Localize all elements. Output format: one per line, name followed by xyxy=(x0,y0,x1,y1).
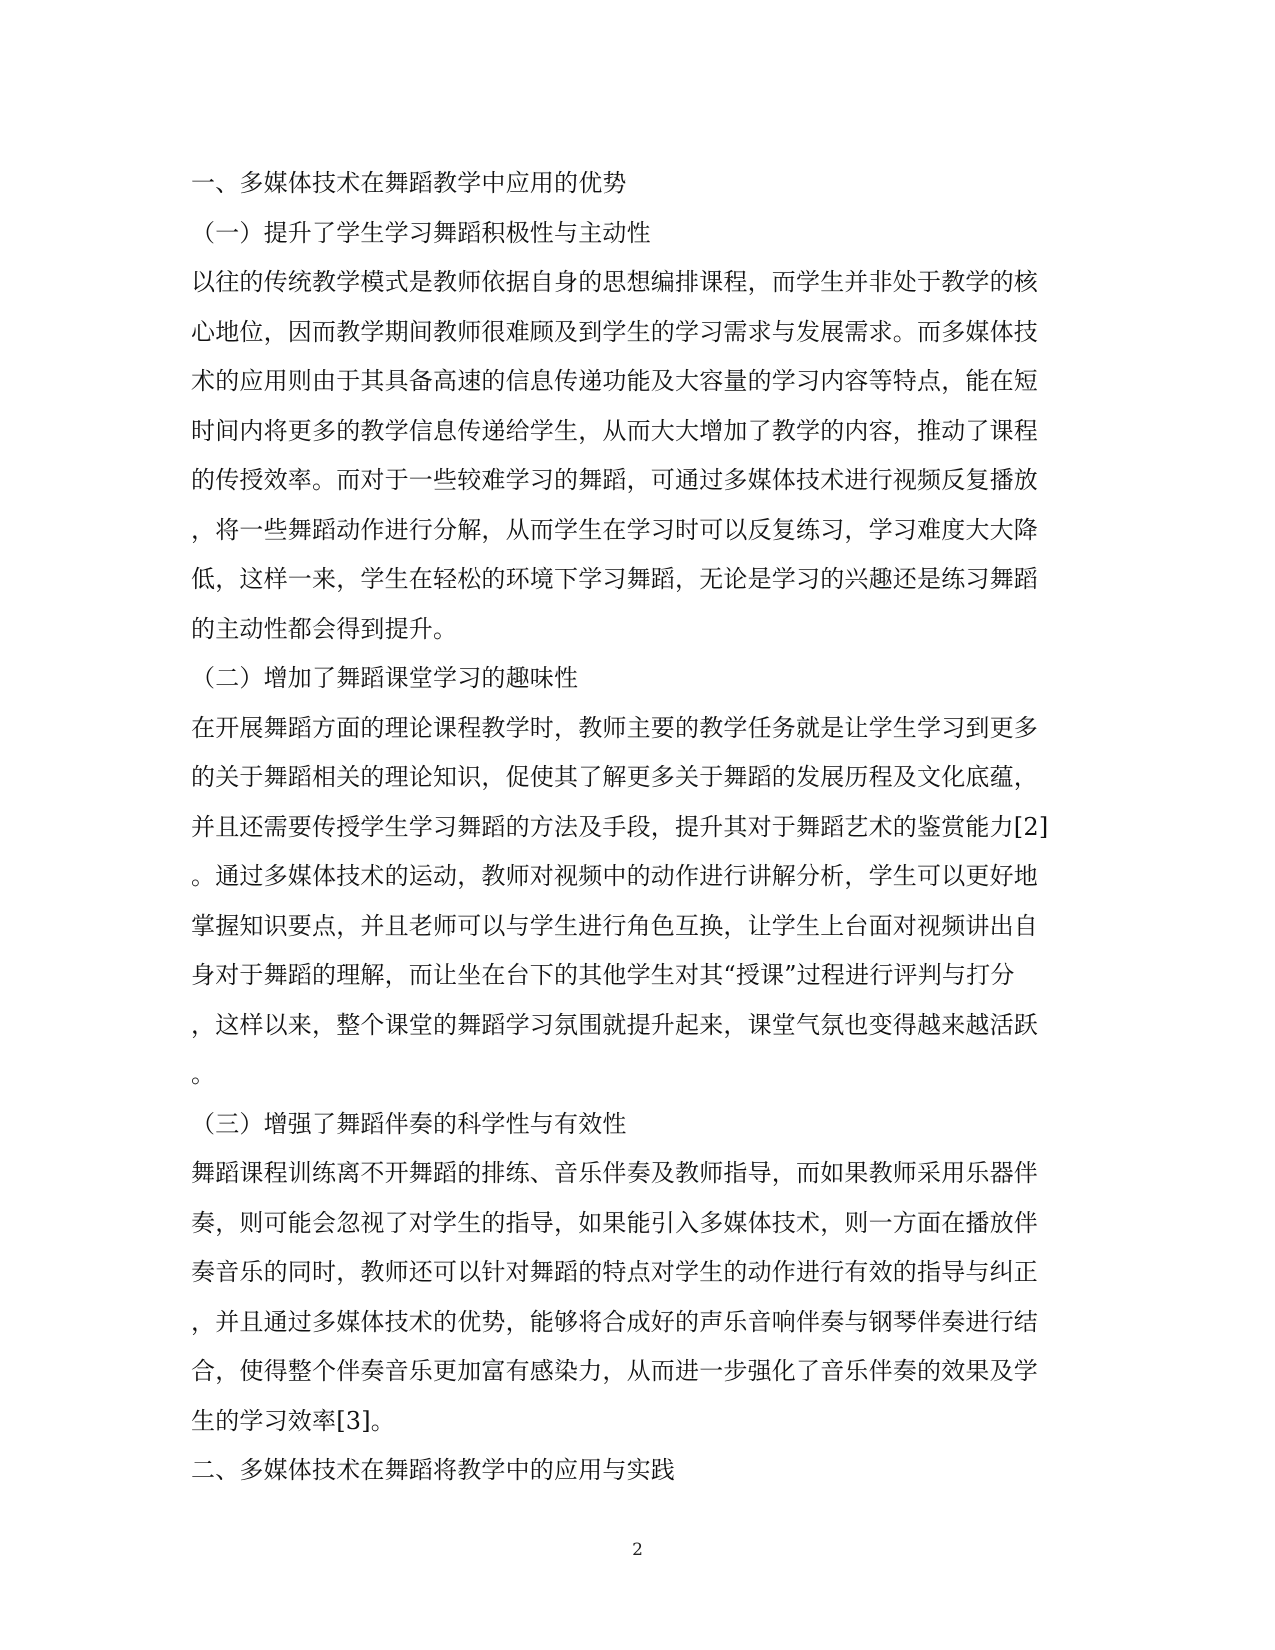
paragraph-line: 生的学习效率[3]。 xyxy=(191,1406,395,1435)
section-heading: 一、多媒体技术在舞蹈教学中应用的优势 xyxy=(191,169,627,197)
paragraph-line: 低，这样一来，学生在轻松的环境下学习舞蹈，无论是学习的兴趣还是练习舞蹈 xyxy=(191,565,1038,593)
paragraph-line: 舞蹈课程训练离不开舞蹈的排练、音乐伴奏及教师指导，而如果教师采用乐器伴 xyxy=(191,1159,1038,1187)
paragraph-line: 并且还需要传授学生学习舞蹈的方法及手段，提升其对于舞蹈艺术的鉴赏能力[2] xyxy=(191,812,1049,841)
paragraph-line: 掌握知识要点，并且老师可以与学生进行角色互换，让学生上台面对视频讲出自 xyxy=(191,911,1038,940)
section-heading: 二、多媒体技术在舞蹈将教学中的应用与实践 xyxy=(191,1456,675,1484)
paragraph-line: 合，使得整个伴奏音乐更加富有感染力，从而进一步强化了音乐伴奏的效果及学 xyxy=(191,1357,1038,1385)
paragraph-line: 。通过多媒体技术的运动，教师对视频中的动作进行讲解分析，学生可以更好地 xyxy=(191,862,1038,890)
paragraph-line: ，这样以来，整个课堂的舞蹈学习氛围就提升起来，课堂气氛也变得越来越活跃 xyxy=(191,1010,1038,1039)
paragraph-line: 心地位，因而教学期间教师很难顾及到学生的学习需求与发展需求。而多媒体技 xyxy=(191,317,1038,346)
paragraph-line: 奏音乐的同时，教师还可以针对舞蹈的特点对学生的动作进行有效的指导与纠正 xyxy=(191,1258,1038,1286)
paragraph-line: 术的应用则由于其具备高速的信息传递功能及大容量的学习内容等特点，能在短 xyxy=(191,367,1038,395)
paragraph-line: 的传授效率。而对于一些较难学习的舞蹈，可通过多媒体技术进行视频反复播放 xyxy=(191,466,1038,494)
paragraph-line: 奏，则可能会忽视了对学生的指导，如果能引入多媒体技术，则一方面在播放伴 xyxy=(191,1208,1038,1237)
paragraph-line: 在开展舞蹈方面的理论课程教学时，教师主要的教学任务就是让学生学习到更多 xyxy=(191,713,1038,742)
subsection-heading: （三）增强了舞蹈伴奏的科学性与有效性 xyxy=(191,1109,627,1138)
paragraph-line: 时间内将更多的教学信息传递给学生，从而大大增加了教学的内容，推动了课程 xyxy=(191,416,1038,445)
page-number: 2 xyxy=(632,1540,643,1560)
paragraph-line: 的关于舞蹈相关的理论知识，促使其了解更多关于舞蹈的发展历程及文化底蕴， xyxy=(191,763,1038,791)
subsection-heading: （二）增加了舞蹈课堂学习的趣味性 xyxy=(191,664,579,692)
document-body xyxy=(191,159,1071,1496)
paragraph-line: 以往的传统教学模式是教师依据自身的思想编排课程，而学生并非处于教学的核 xyxy=(191,268,1038,296)
paragraph-line: ，并且通过多媒体技术的优势，能够将合成好的声乐音响伴奏与钢琴伴奏进行结 xyxy=(191,1307,1038,1336)
paragraph-line: 。 xyxy=(191,1060,216,1088)
paragraph-line: 身对于舞蹈的理解，而让坐在台下的其他学生对其“授课”过程进行评判与打分 xyxy=(191,961,1015,989)
paragraph-line: ，将一些舞蹈动作进行分解，从而学生在学习时可以反复练习，学习难度大大降 xyxy=(191,515,1038,544)
paragraph-line: 的主动性都会得到提升。 xyxy=(191,614,458,643)
subsection-heading: （一）提升了学生学习舞蹈积极性与主动性 xyxy=(191,218,651,247)
